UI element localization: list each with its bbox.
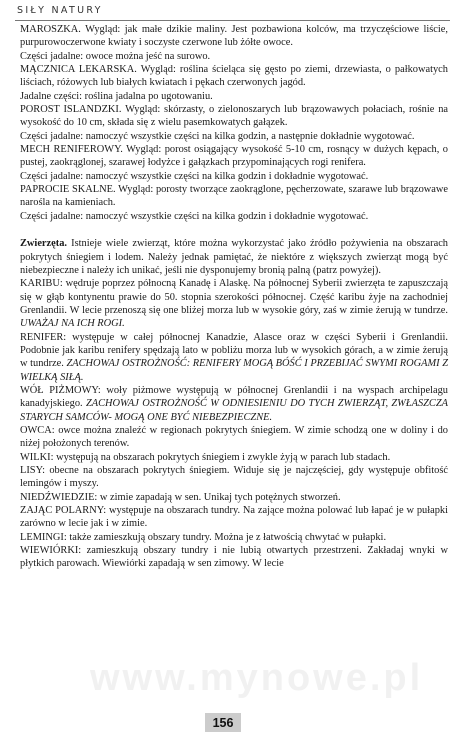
animal-text: RENIFER: występuje w całej północnej Kanadzie, Alasce oraz w części Syberii i Grenlandii. Podobnie jak karibu renifery spędzają lato w pobliżu morza lub w wysokich górach, a w zimie żerują w tundrze. (20, 331, 448, 370)
header-rule (15, 20, 450, 21)
plant-paragraph: MĄCZNICA LEKARSKA. Wygląd: roślina ścieląca się gęsto po ziemi, drzewiasta, o pałkowatych liściach, różowych lub białych kwiatach i pękach czerwonych jagód. (20, 64, 448, 89)
page-body (20, 23, 448, 571)
plant-paragraph: Części jadalne: namoczyć wszystkie części na kilka godzin i dokładnie wygotować. (20, 210, 369, 222)
animal-text: NIEDŹWIEDZIE: w zimie zapadają w sen. Unikaj tych potężnych stworzeń. (20, 491, 341, 503)
section-heading: Zwierzęta. (20, 238, 68, 250)
animal-paragraph (20, 384, 448, 424)
animal-text: LEMINGI: także zamieszkują obszary tundry. Można je z łatwością chwytać w pułapki. (20, 531, 387, 543)
watermark: www.mynowe.pl (90, 657, 424, 699)
plant-paragraph: MAROSZKA. Wygląd: jak małe dzikie maliny. Jest pozbawiona kolców, ma trzyczęściowe liście, purpurowoczerwone kwiaty i soczyste czerwone lub żółte owoce. (20, 24, 448, 49)
animal-text: WILKI: występują na obszarach pokrytych śniegiem i zwykle żyją w parach lub stadach. (20, 451, 391, 463)
animal-paragraph (20, 424, 448, 451)
plant-paragraph: Części jadalne: namoczyć wszystkie części na kilka godzin, a następnie dokładnie wygotować. (20, 130, 415, 142)
animal-paragraph (20, 504, 448, 531)
plant-paragraph: POROST ISLANDZKI. Wygląd: skórzasty, o zielonoszarych lub brązowawych połaciach, rośnie na wysokość do 10 cm, składa się z wielu pasemkowatych gałązek. (20, 104, 448, 129)
animal-warning: ZACHOWAJ OSTROŻNOŚĆ: RENIFERY MOGĄ BÓŚĆ I PRZEBIJAĆ SWYMI ROGAMI Z WIELKĄ SIŁĄ. (20, 358, 448, 383)
animal-text: LISY: obecne na obszarach pokrytych śniegiem. Widuje się je najczęściej, gdy występuje obfitość lemingów i myszy. (20, 465, 448, 490)
animal-text: OWCA: owce można znaleźć w regionach pokrytych śniegiem. W zimie schodzą one w doliny i do niżej położonych terenów. (20, 424, 448, 450)
animal-text: WÓŁ PIŻMOWY: woły piżmowe występują w północnej Grenlandii i na wyspach archipelagu kanadyjskiego. (20, 384, 448, 410)
animal-text: KARIBU: wędruje poprzez północną Kanadę i Alaskę. Na północnej Syberii zwierzęta te zapuszczają się w głąb kontynentu prawie do 50. stopnia szerokości północnej. Część karibu żyje na zachodniej Grenlandii. W lecie przenoszą się one bliżej morza lub w wysokie góry, zaś w zimie żerują w tundrze. (20, 278, 448, 316)
plant-paragraph: Jadalne części: roślina jadalna po ugotowaniu. (20, 90, 213, 102)
animal-paragraph (20, 277, 448, 330)
animal-paragraph (20, 544, 448, 571)
plant-paragraph: PAPROCIE SKALNE. Wygląd: porosty tworzące zaokrąglone, pęcherzowate, szarawe lub brązowawe narośla na kamieniach. (20, 184, 448, 209)
plant-paragraph: MECH RENIFEROWY. Wygląd: porost osiągający wysokość 5-10 cm, rosnący w dużych kępach, o pustej, zaokrąglonej, szarawej łodyżce i gałązkach przypominających rogi renifera. (20, 144, 448, 169)
plant-paragraph: Części jadalne: owoce można jeść na surowo. (20, 50, 211, 62)
animal-paragraph (20, 331, 448, 384)
plant-paragraph: Części jadalne: namoczyć wszystkie części na kilka godzin i dokładnie wygotować. (20, 170, 369, 182)
animal-paragraph (20, 491, 448, 504)
running-header: SIŁY NATURY (17, 5, 103, 16)
animal-text: WIEWIÓRKI: zamieszkują obszary tundry i nie lubią otwartych przestrzeni. Zakładaj wnyki w płytkich parowach. Wiewiórki zapadają w sen zimowy. W lecie (20, 545, 448, 570)
intro-text: Istnieje wiele zwierząt, które można wykorzystać jako źródło pożywienia na obszarach pokrytych śniegiem i lodem. Należy jednak pamiętać, że niektóre z większych zwierząt mogą być niebezpieczne i należy ich unikać, jeśli nie dysponujemy bronią palną (patrz powyżej). (20, 238, 448, 276)
animal-warning: UWAŻAJ NA ICH ROGI. (20, 318, 125, 330)
page-number: 156 (205, 713, 241, 732)
animal-paragraph (20, 464, 448, 491)
animal-text: ZAJĄC POLARNY: występuje na obszarach tundry. Na zające można polować lub łapać je w pułapki zarówno w lecie jak i w zimie. (20, 505, 448, 530)
animal-paragraph (20, 451, 448, 464)
animals-intro (20, 237, 448, 277)
section-gap (20, 223, 448, 237)
animal-paragraph (20, 531, 448, 544)
animal-warning: ZACHOWAJ OSTROŻNOŚĆ W ODNIESIENIU DO TYCH ZWIERZĄT, ZWŁASZCZA STARYCH SAMCÓW- MOGĄ ONE BYĆ NIEBEZPIECZNE. (20, 398, 448, 423)
